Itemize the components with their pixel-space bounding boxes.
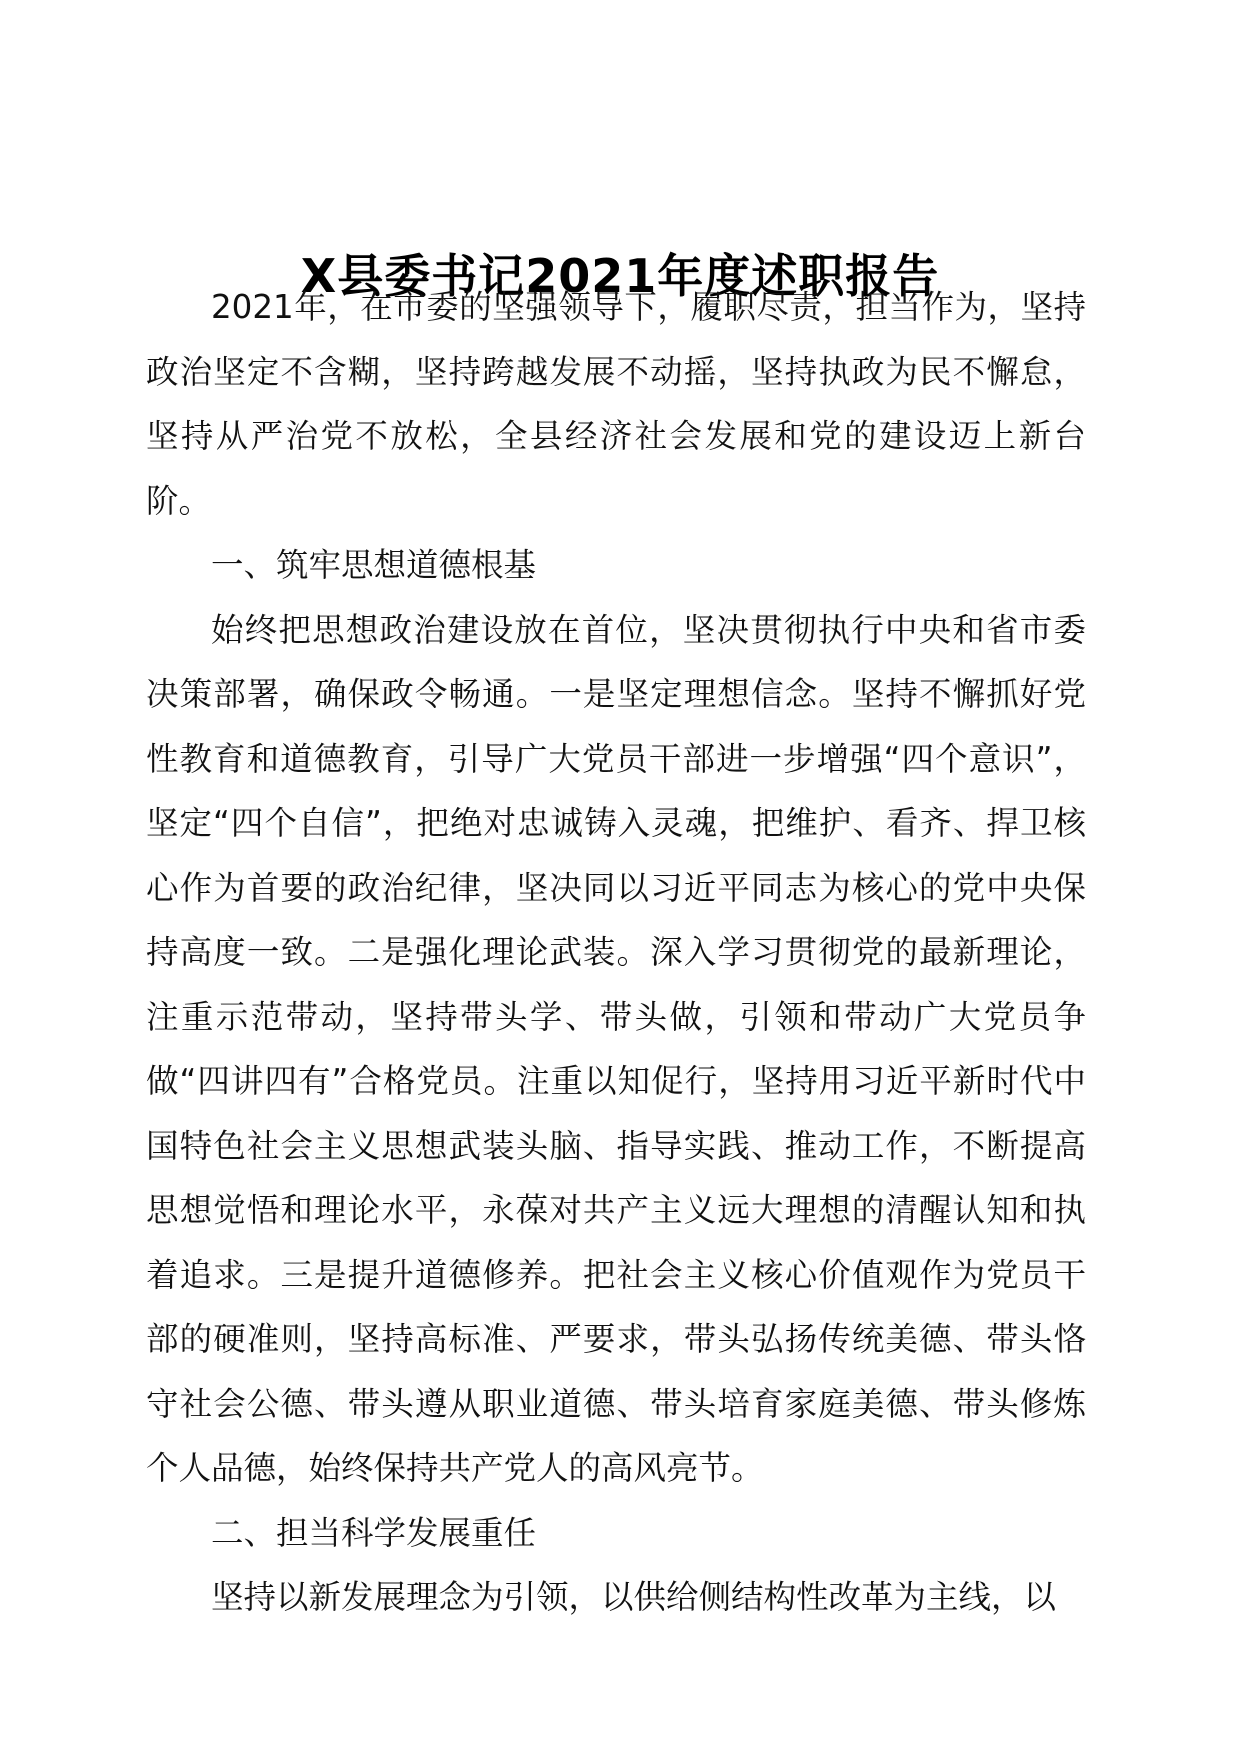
section-2-paragraph: 坚持以新发展理念为引领，以供给侧结构性改革为主线，以 <box>211 1578 1057 1616</box>
section-heading-2: 二、担当科学发展重任 <box>211 1513 537 1552</box>
section-1-paragraph: 始终把思想政治建设放在首位，坚决贯彻执行中央和省市委决策部署，确保政令畅通。一是坚定理想信念。坚持不懈抓好党性教育和道德教育，引导广大党员干部进一步增强“四个意识”，坚定“四个自信”，把绝对忠诚铸入灵魂，把维护、看齐、捍卫核心作为首要的政治纪律，坚决同以习近平同志为核心的党中央保持高度一致。二是强化理论武装。深入学习贯彻党的最新理论，注重示范带动，坚持带头学、带头做，引领和带动广大党员争做“四讲四有”合格党员。注重以知促行，坚持用习近平新时代中国特色社会主义思想武装头脑、指导实践、推动工作，不断提高思想觉悟和理论水平，永葆对共产主义远大理想的清醒认知和执着追求。三是提升道德修养。把社会主义核心价值观作为党员干部的硬准则，坚持高标准、严要求，带头弘扬传统美德、带头恪守社会公德、带头遵从职业道德、带头培育家庭美德、带头修炼个人品德，始终保持共产党人的高风亮节。 <box>146 610 1086 1487</box>
section-heading-1: 一、筑牢思想道德根基 <box>211 546 537 584</box>
intro-paragraph: 2021年，在市委的坚强领导下，履职尽责，担当作为，坚持政治坚定不含糊，坚持跨越发展不动摇，坚持执政为民不懈怠，坚持从严治党不放松，全县经济社会发展和党的建设迈上新台阶。 <box>146 288 1086 520</box>
document-title: X县委书记2021年度述职报告 <box>300 248 940 303</box>
document-body <box>146 275 1086 1630</box>
